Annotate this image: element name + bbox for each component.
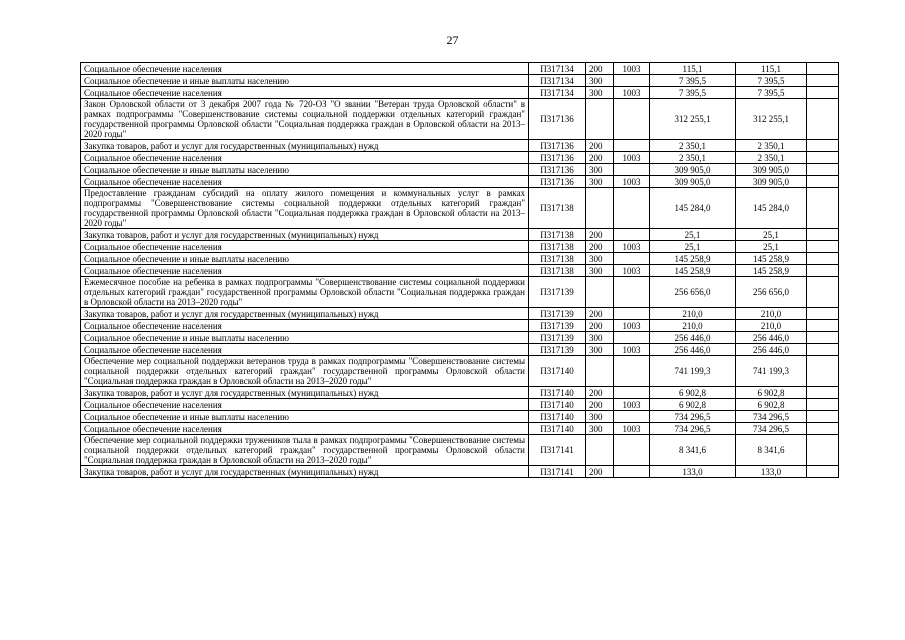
row-empty-cell [807, 253, 839, 265]
row-code-cell: П317136 [529, 176, 586, 188]
row-empty-cell [807, 176, 839, 188]
row-code-cell: П317138 [529, 265, 586, 277]
row-empty-cell [807, 188, 839, 229]
table-row [81, 344, 839, 356]
row-expense-type-cell: 200 [586, 241, 614, 253]
row-amount-cell: 7 395,5 [650, 75, 736, 87]
row-code-cell: П317141 [529, 435, 586, 466]
row-section-cell [614, 140, 650, 152]
row-amount-second-cell: 256 446,0 [736, 332, 807, 344]
table-row [81, 176, 839, 188]
row-expense-type-cell: 300 [586, 87, 614, 99]
row-code-cell: П317138 [529, 253, 586, 265]
row-expense-type-cell: 300 [586, 75, 614, 87]
page-number: 27 [446, 33, 459, 47]
row-section-cell [614, 164, 650, 176]
row-empty-cell [807, 344, 839, 356]
row-amount-second-cell: 210,0 [736, 320, 807, 332]
row-name-cell: Ежемесячное пособие на ребенка в рамках подпрограммы "Совершенствование системы социальной поддержки отдельных категорий граждан" государственной программы Орловской области "Социальная поддержка граждан в Орловской области на 2013–2020 годы" [81, 277, 529, 308]
row-code-cell: П317139 [529, 344, 586, 356]
row-section-cell: 1003 [614, 241, 650, 253]
row-code-cell: П317134 [529, 87, 586, 99]
row-expense-type-cell: 300 [586, 423, 614, 435]
row-code-cell: П317139 [529, 332, 586, 344]
row-expense-type-cell: 200 [586, 63, 614, 75]
row-section-cell [614, 253, 650, 265]
table-row [81, 229, 839, 241]
row-expense-type-cell: 300 [586, 332, 614, 344]
row-section-cell [614, 75, 650, 87]
row-code-cell: П317140 [529, 399, 586, 411]
row-section-cell [614, 277, 650, 308]
row-amount-cell: 734 296,5 [650, 423, 736, 435]
row-expense-type-cell: 200 [586, 140, 614, 152]
row-section-cell: 1003 [614, 265, 650, 277]
row-name-cell: Предоставление гражданам субсидий на оплату жилого помещения и коммунальных услуг в рамках подпрограммы "Совершенствование системы социальной поддержки отдельных категорий граждан" государственной программы Орловской области "Социальная поддержка граждан в Орловской области на 2013–2020 годы" [81, 188, 529, 229]
row-amount-cell: 256 446,0 [650, 344, 736, 356]
row-amount-cell: 25,1 [650, 229, 736, 241]
row-amount-cell: 2 350,1 [650, 152, 736, 164]
row-amount-second-cell: 7 395,5 [736, 87, 807, 99]
row-amount-second-cell: 210,0 [736, 308, 807, 320]
row-expense-type-cell: 200 [586, 320, 614, 332]
table-row [81, 466, 839, 478]
row-empty-cell [807, 63, 839, 75]
row-section-cell [614, 308, 650, 320]
row-amount-second-cell: 734 296,5 [736, 423, 807, 435]
row-expense-type-cell: 200 [586, 308, 614, 320]
table-row [81, 435, 839, 466]
row-expense-type-cell: 300 [586, 265, 614, 277]
row-amount-cell: 6 902,8 [650, 399, 736, 411]
row-empty-cell [807, 435, 839, 466]
row-empty-cell [807, 164, 839, 176]
row-code-cell: П317139 [529, 320, 586, 332]
row-amount-cell: 7 395,5 [650, 87, 736, 99]
row-amount-cell: 210,0 [650, 320, 736, 332]
table-row [81, 63, 839, 75]
row-section-cell: 1003 [614, 87, 650, 99]
row-amount-second-cell: 6 902,8 [736, 399, 807, 411]
row-empty-cell [807, 356, 839, 387]
row-empty-cell [807, 87, 839, 99]
row-empty-cell [807, 387, 839, 399]
row-name-cell: Социальное обеспечение населения [81, 87, 529, 99]
row-amount-cell: 8 341,6 [650, 435, 736, 466]
row-section-cell [614, 188, 650, 229]
row-empty-cell [807, 229, 839, 241]
row-code-cell: П317136 [529, 140, 586, 152]
row-code-cell: П317140 [529, 411, 586, 423]
row-expense-type-cell: 300 [586, 344, 614, 356]
row-amount-second-cell: 7 395,5 [736, 75, 807, 87]
row-name-cell: Социальное обеспечение и иные выплаты населению [81, 253, 529, 265]
row-expense-type-cell: 300 [586, 164, 614, 176]
row-section-cell [614, 332, 650, 344]
row-section-cell [614, 435, 650, 466]
row-name-cell: Социальное обеспечение населения [81, 265, 529, 277]
row-code-cell: П317139 [529, 308, 586, 320]
row-code-cell: П317136 [529, 152, 586, 164]
row-amount-second-cell: 145 284,0 [736, 188, 807, 229]
row-section-cell: 1003 [614, 399, 650, 411]
table-row [81, 87, 839, 99]
row-amount-cell: 256 656,0 [650, 277, 736, 308]
row-amount-cell: 115,1 [650, 63, 736, 75]
row-empty-cell [807, 241, 839, 253]
row-empty-cell [807, 411, 839, 423]
row-section-cell [614, 99, 650, 140]
row-code-cell: П317140 [529, 387, 586, 399]
row-section-cell: 1003 [614, 63, 650, 75]
row-amount-second-cell: 145 258,9 [736, 265, 807, 277]
row-section-cell [614, 229, 650, 241]
row-amount-cell: 256 446,0 [650, 332, 736, 344]
row-amount-cell: 2 350,1 [650, 140, 736, 152]
row-name-cell: Социальное обеспечение населения [81, 399, 529, 411]
table-row [81, 241, 839, 253]
row-code-cell: П317141 [529, 466, 586, 478]
table-row [81, 320, 839, 332]
row-expense-type-cell: 200 [586, 229, 614, 241]
row-name-cell: Закупка товаров, работ и услуг для государственных (муниципальных) нужд [81, 229, 529, 241]
row-code-cell: П317134 [529, 63, 586, 75]
row-empty-cell [807, 320, 839, 332]
table-row [81, 164, 839, 176]
row-empty-cell [807, 277, 839, 308]
row-expense-type-cell: 200 [586, 399, 614, 411]
row-amount-second-cell: 133,0 [736, 466, 807, 478]
row-empty-cell [807, 265, 839, 277]
row-amount-cell: 210,0 [650, 308, 736, 320]
table-row [81, 308, 839, 320]
row-empty-cell [807, 99, 839, 140]
table-row [81, 265, 839, 277]
row-section-cell [614, 356, 650, 387]
row-name-cell: Закон Орловской области от 3 декабря 2007 года № 720-ОЗ "О звании "Ветеран труда Орловской области" в рамках подпрограммы "Совершенствование системы социальной поддержки отдельных категорий граждан" государственной программы Орловской области "Социальная поддержка граждан в Орловской области на 2013–2020 годы" [81, 99, 529, 140]
row-expense-type-cell [586, 356, 614, 387]
row-name-cell: Социальное обеспечение населения [81, 344, 529, 356]
table-row [81, 188, 839, 229]
row-expense-type-cell: 200 [586, 152, 614, 164]
row-amount-second-cell: 145 258,9 [736, 253, 807, 265]
row-expense-type-cell: 300 [586, 176, 614, 188]
row-amount-second-cell: 312 255,1 [736, 99, 807, 140]
row-amount-cell: 309 905,0 [650, 164, 736, 176]
row-name-cell: Закупка товаров, работ и услуг для государственных (муниципальных) нужд [81, 387, 529, 399]
table-row [81, 332, 839, 344]
row-name-cell: Закупка товаров, работ и услуг для государственных (муниципальных) нужд [81, 466, 529, 478]
row-code-cell: П317140 [529, 423, 586, 435]
row-name-cell: Социальное обеспечение населения [81, 241, 529, 253]
row-name-cell: Социальное обеспечение и иные выплаты населению [81, 164, 529, 176]
row-expense-type-cell: 300 [586, 253, 614, 265]
row-expense-type-cell: 200 [586, 466, 614, 478]
row-name-cell: Социальное обеспечение и иные выплаты населению [81, 411, 529, 423]
row-amount-second-cell: 8 341,6 [736, 435, 807, 466]
row-name-cell: Закупка товаров, работ и услуг для государственных (муниципальных) нужд [81, 140, 529, 152]
row-name-cell: Социальное обеспечение населения [81, 320, 529, 332]
row-code-cell: П317139 [529, 277, 586, 308]
table-row [81, 99, 839, 140]
row-empty-cell [807, 399, 839, 411]
row-name-cell: Социальное обеспечение населения [81, 423, 529, 435]
row-section-cell [614, 387, 650, 399]
row-amount-second-cell: 256 446,0 [736, 344, 807, 356]
row-section-cell: 1003 [614, 152, 650, 164]
row-name-cell: Социальное обеспечение и иные выплаты населению [81, 75, 529, 87]
row-empty-cell [807, 152, 839, 164]
row-code-cell: П317138 [529, 229, 586, 241]
row-amount-second-cell: 25,1 [736, 241, 807, 253]
row-name-cell: Социальное обеспечение населения [81, 63, 529, 75]
row-expense-type-cell [586, 435, 614, 466]
table-row [81, 356, 839, 387]
row-empty-cell [807, 466, 839, 478]
row-amount-second-cell: 115,1 [736, 63, 807, 75]
budget-table-body [81, 63, 839, 478]
row-empty-cell [807, 140, 839, 152]
row-amount-second-cell: 741 199,3 [736, 356, 807, 387]
table-row [81, 387, 839, 399]
row-expense-type-cell [586, 277, 614, 308]
row-code-cell: П317136 [529, 99, 586, 140]
row-code-cell: П317136 [529, 164, 586, 176]
table-row [81, 253, 839, 265]
row-empty-cell [807, 75, 839, 87]
row-amount-second-cell: 309 905,0 [736, 164, 807, 176]
table-row [81, 140, 839, 152]
row-name-cell: Обеспечение мер социальной поддержки ветеранов труда в рамках подпрограммы "Совершенствование системы социальной поддержки отдельных категорий граждан" государственной программы Орловской области "Социальная поддержка граждан в Орловской области на 2013–2020 годы" [81, 356, 529, 387]
table-row [81, 75, 839, 87]
row-amount-cell: 312 255,1 [650, 99, 736, 140]
row-name-cell: Обеспечение мер социальной поддержки тружеников тыла в рамках подпрограммы "Совершенствование системы социальной поддержки отдельных категорий граждан" государственной программы Орловской области "Социальная поддержка граждан в Орловской области на 2013–2020 годы" [81, 435, 529, 466]
row-section-cell [614, 411, 650, 423]
row-section-cell: 1003 [614, 423, 650, 435]
row-amount-cell: 6 902,8 [650, 387, 736, 399]
table-row [81, 411, 839, 423]
table-row [81, 423, 839, 435]
row-code-cell: П317134 [529, 75, 586, 87]
table-row [81, 399, 839, 411]
row-amount-second-cell: 734 296,5 [736, 411, 807, 423]
row-amount-second-cell: 25,1 [736, 229, 807, 241]
row-section-cell: 1003 [614, 320, 650, 332]
row-amount-cell: 25,1 [650, 241, 736, 253]
row-amount-second-cell: 2 350,1 [736, 140, 807, 152]
row-amount-second-cell: 2 350,1 [736, 152, 807, 164]
row-code-cell: П317138 [529, 241, 586, 253]
row-amount-second-cell: 309 905,0 [736, 176, 807, 188]
row-amount-cell: 741 199,3 [650, 356, 736, 387]
row-expense-type-cell: 300 [586, 411, 614, 423]
row-expense-type-cell [586, 188, 614, 229]
row-name-cell: Социальное обеспечение и иные выплаты населению [81, 332, 529, 344]
row-amount-cell: 309 905,0 [650, 176, 736, 188]
row-empty-cell [807, 308, 839, 320]
row-code-cell: П317138 [529, 188, 586, 229]
row-section-cell: 1003 [614, 176, 650, 188]
row-code-cell: П317140 [529, 356, 586, 387]
row-amount-cell: 145 258,9 [650, 253, 736, 265]
table-row [81, 152, 839, 164]
row-amount-cell: 734 296,5 [650, 411, 736, 423]
row-amount-second-cell: 256 656,0 [736, 277, 807, 308]
row-empty-cell [807, 423, 839, 435]
row-name-cell: Социальное обеспечение населения [81, 152, 529, 164]
row-amount-cell: 145 284,0 [650, 188, 736, 229]
row-section-cell [614, 466, 650, 478]
row-expense-type-cell [586, 99, 614, 140]
row-name-cell: Социальное обеспечение населения [81, 176, 529, 188]
row-name-cell: Закупка товаров, работ и услуг для государственных (муниципальных) нужд [81, 308, 529, 320]
row-expense-type-cell: 200 [586, 387, 614, 399]
row-amount-second-cell: 6 902,8 [736, 387, 807, 399]
row-empty-cell [807, 332, 839, 344]
budget-table [80, 62, 839, 478]
row-amount-cell: 145 258,9 [650, 265, 736, 277]
row-section-cell: 1003 [614, 344, 650, 356]
row-amount-cell: 133,0 [650, 466, 736, 478]
table-row [81, 277, 839, 308]
